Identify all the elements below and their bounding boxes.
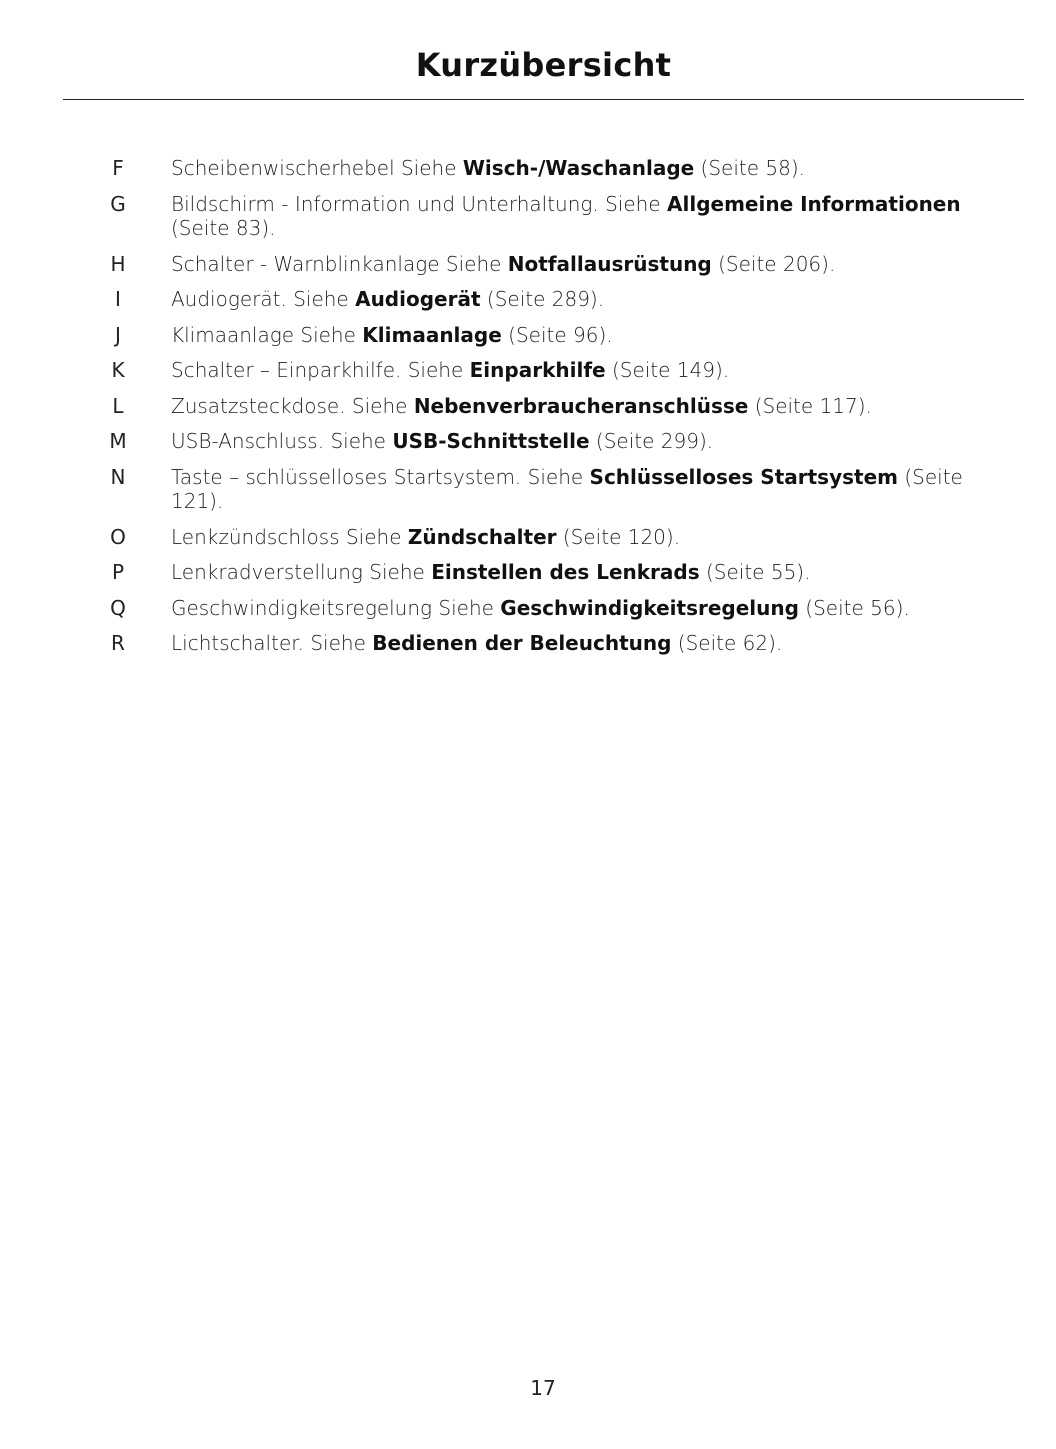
entry-description: Scheibenwischerhebel Siehe: [171, 156, 463, 180]
cross-reference-link[interactable]: Bedienen der Beleuchtung: [372, 631, 672, 655]
entry-text: [171, 394, 1016, 419]
list-item: [0, 323, 1056, 348]
entry-text: [171, 631, 1016, 656]
entry-description: Bildschirm - Information und Unterhaltung. Siehe: [171, 191, 667, 216]
entry-letter: Q: [110, 595, 126, 620]
list-item: [0, 525, 1056, 550]
page-reference: (Seite 55).: [699, 560, 811, 584]
page-title: Kurzübersicht: [415, 46, 672, 84]
entry-description: Klimaanlage Siehe: [171, 322, 363, 347]
list-item: [0, 358, 1056, 383]
page-reference: (Seite 149).: [605, 358, 730, 382]
entry-letter: R: [111, 631, 125, 655]
cross-reference-link[interactable]: Zündschalter: [407, 524, 557, 549]
list-item: [0, 287, 1056, 312]
entry-text: [171, 525, 1016, 550]
list-item: [0, 631, 1056, 656]
entry-description: Schalter – Einparkhilfe. Siehe: [171, 358, 470, 382]
entry-text: [171, 429, 1016, 454]
list-item: [0, 429, 1056, 454]
entry-description: Lichtschalter. Siehe: [171, 631, 373, 655]
entry-text: [171, 287, 1016, 312]
entry-text: [171, 323, 1016, 348]
entry-description: Geschwindigkeitsregelung Siehe: [171, 595, 501, 620]
list-item: [0, 465, 1056, 514]
entry-letter: K: [111, 358, 125, 382]
page-reference: (Seite 62).: [671, 631, 783, 655]
entry-description: Audiogerät. Siehe: [171, 287, 356, 311]
title-divider: [63, 99, 1024, 100]
list-item: [0, 560, 1056, 585]
entry-description: Schalter - Warnblinkanlage Siehe: [171, 251, 508, 276]
entry-letter: N: [110, 464, 126, 489]
list-item: [0, 192, 1056, 241]
entry-letter: P: [111, 560, 125, 584]
cross-reference-link[interactable]: Wisch-/Waschanlage: [462, 156, 695, 180]
cross-reference-link[interactable]: Geschwindigkeitsregelung: [500, 595, 799, 620]
entry-description: Zusatzsteckdose. Siehe: [171, 393, 414, 418]
page-reference: (Seite 58).: [694, 156, 806, 180]
page-reference: (Seite 289).: [480, 287, 605, 311]
list-item: [0, 156, 1056, 181]
cross-reference-link[interactable]: Einparkhilfe: [469, 358, 606, 382]
cross-reference-link[interactable]: Schlüsselloses Startsystem: [589, 464, 898, 489]
entry-text: [171, 192, 1016, 241]
cross-reference-link[interactable]: Notfallausrüstung: [507, 251, 712, 276]
entry-letter: H: [110, 251, 126, 276]
list-item: [0, 596, 1056, 621]
page-reference: (Seite 117).: [748, 393, 872, 418]
list-item: [0, 394, 1056, 419]
entry-list: [0, 156, 1056, 667]
entry-text: [171, 560, 1016, 585]
entry-letter: F: [112, 156, 124, 180]
page-reference: (Seite 96).: [501, 322, 613, 347]
page-reference: (Seite 121).: [171, 464, 963, 513]
entry-letter: L: [112, 393, 124, 418]
entry-description: Lenkzündschloss Siehe: [171, 524, 408, 549]
entry-description: Taste – schlüsselloses Startsystem. Siehe: [171, 464, 590, 489]
page-reference: (Seite 206).: [711, 251, 836, 276]
cross-reference-link[interactable]: Nebenverbraucheranschlüsse: [413, 393, 749, 418]
page-reference: (Seite 120).: [556, 524, 681, 549]
entry-description: Lenkradverstellung Siehe: [171, 560, 432, 584]
cross-reference-link[interactable]: Audiogerät: [355, 287, 481, 311]
page-number: 17: [530, 1376, 556, 1400]
entry-text: [171, 252, 1016, 277]
entry-text: [171, 358, 1016, 383]
page-reference: (Seite 299).: [589, 429, 714, 453]
entry-description: USB-Anschluss. Siehe: [171, 429, 393, 453]
entry-text: [171, 156, 1016, 181]
entry-letter: J: [115, 322, 121, 347]
cross-reference-link[interactable]: Allgemeine Informationen: [667, 191, 961, 216]
page-reference: (Seite 83).: [171, 216, 276, 240]
page-reference: (Seite 56).: [798, 595, 910, 620]
cross-reference-link[interactable]: Klimaanlage: [362, 322, 502, 347]
list-item: [0, 252, 1056, 277]
cross-reference-link[interactable]: USB-Schnittstelle: [392, 429, 590, 453]
entry-letter: G: [110, 191, 126, 216]
entry-letter: M: [109, 429, 127, 453]
entry-text: [171, 596, 1016, 621]
entry-letter: O: [110, 524, 126, 549]
entry-text: [171, 465, 1016, 514]
cross-reference-link[interactable]: Einstellen des Lenkrads: [431, 560, 700, 584]
entry-letter: I: [115, 287, 121, 311]
